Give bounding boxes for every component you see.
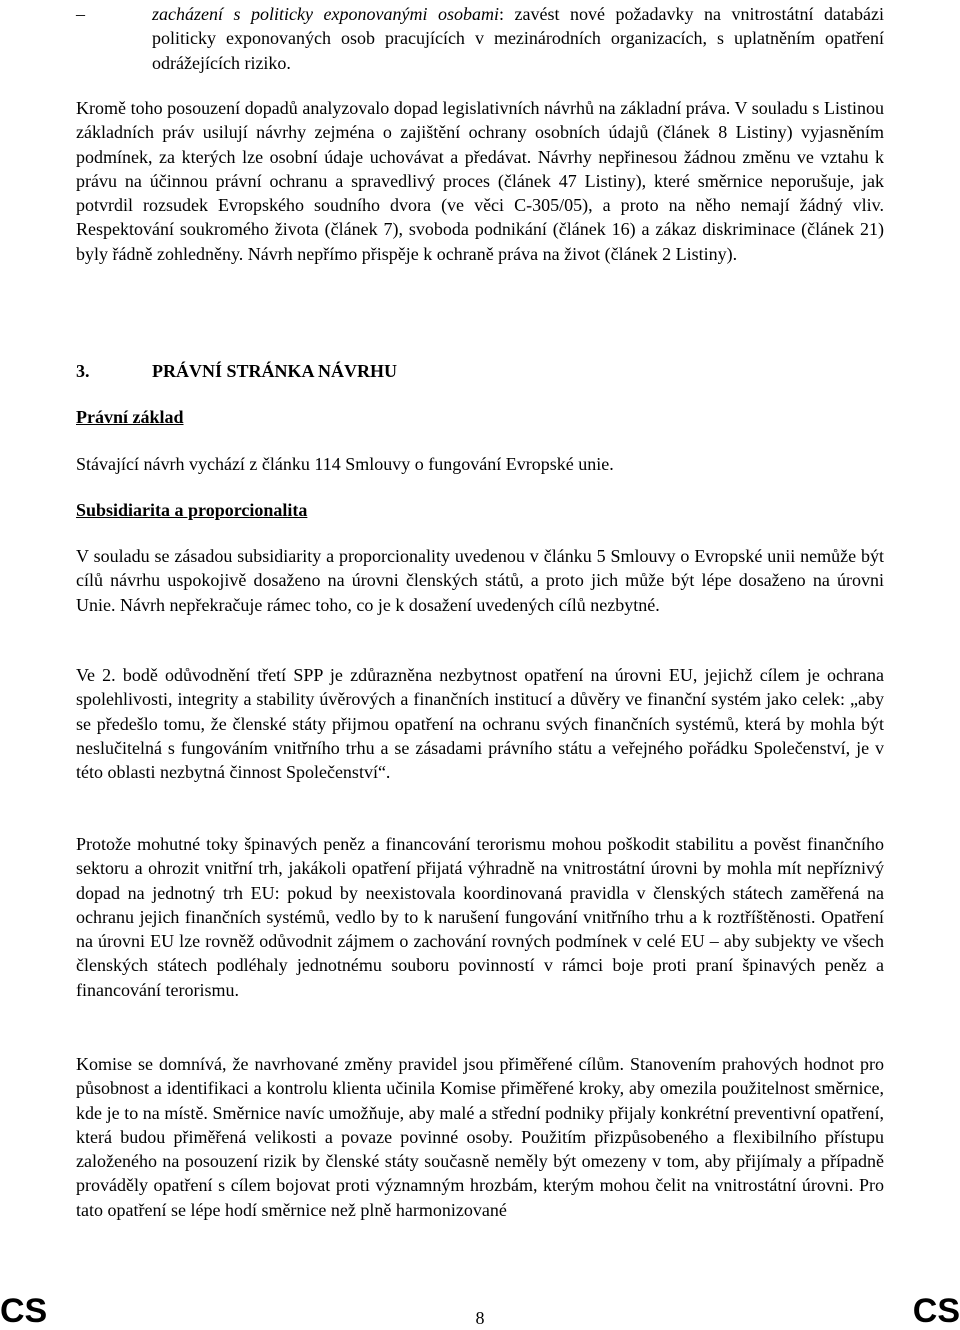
subsidiarity-heading: Subsidiarita a proporcionalita [76, 500, 308, 520]
legal-basis-heading: Právní základ [76, 407, 184, 427]
footer-language-right: CS [912, 1292, 960, 1330]
subsidiarity-paragraph-4: Komise se domnívá, že navrhované změny pravidel jsou přiměřené cílům. Stanovením prahových hodnot pro působnost a identifikaci a kontrolu klienta učinila Komise přiměřené kroky, aby omezila použitelnost směrnice, kde je to na místě. Směrnice navíc umožňuje, aby malé a střední podniky přijaly konkrétní preventivní opatření, která budou přiměřená velikosti a povaze povinné osoby. Použitím přizpůsobeného a flexibilního přístupu založeného na posouzení rizik by členské státy současně neměly být omezeny v tom, aby přijímaly a případně prováděly opatření s cílem bojovat proti významným hrozbám, kterým mohou čelit na vnitrostátní úrovni. Pro tato opatření se lépe hodí směrnice než plně harmonizované [76, 1054, 884, 1220]
bullet-item [0, 2, 960, 76]
paragraph-impact-assessment: Kromě toho posouzení dopadů analyzovalo dopad legislativních návrhů na základní práva. V souladu s Listinou základních práv usilují návrhy zejména o zajištění ochrany osobních údajů (článek 8 Listiny) vyjasněním podmínek, za kterých lze osobní údaje uchovávat a předávat. Návrhy nepřinesou žádnou změnu ve vztahu k právu na účinnou právní ochranu a spravedlivý proces (článek 47 Listiny), které směrnice neporušuje, jak potvrdil rozsudek Evropského soudního dvora (ve věci C-305/05), a proto na něho nemají žádný vliv. Respektování soukromého života (článek 7), svoboda podnikání (článek 16) a zákaz diskriminace (článek 21) byly řádně zohledněny. Návrh nepřímo přispěje k ochraně práva na život (článek 2 Listiny). [76, 98, 884, 264]
bullet-rest: : zavést nové požadavky na vnitrostátní databázi politicky exponovaných osob pracujících v mezinárodních organizacích, s uplatněním opatření odrážejících riziko. [152, 4, 885, 73]
footer-language-left: CS [0, 1292, 48, 1330]
legal-basis-text: Stávající návrh vychází z článku 114 Smlouvy o fungování Evropské unie. [76, 454, 614, 474]
section-number: 3. [76, 361, 90, 381]
bullet-dash: – [76, 4, 85, 24]
section-title: PRÁVNÍ STRÁNKA NÁVRHU [152, 361, 398, 381]
bullet-italic-lead: zacházení s politicky exponovanými osobami [152, 4, 500, 24]
section-heading [76, 359, 397, 383]
footer-page-number: 8 [475, 1308, 485, 1328]
bullet-text [152, 2, 884, 75]
subsidiarity-paragraph-2: Ve 2. bodě odůvodnění třetí SPP je zdůrazněna nezbytnost opatření na úrovni EU, jejichž cílem je ochrana spolehlivosti, integrity a stability úvěrových a finančních institucí a důvěry ve finanční systém jako celek: „aby se předešlo tomu, že členské státy přijmou opatření na ochranu svých finančních systémů, která by mohla být neslučitelná s fungováním vnitřního trhu a se zásadami právního státu a veřejného pořádku Společenství, je v této oblasti nezbytná činnost Společenství“. [76, 665, 884, 783]
subsidiarity-paragraph-3: Protože mohutné toky špinavých peněz a financování terorismu mohou poškodit stabilitu a pověst finančního sektoru a ohrozit vnitřní trh, jakákoli opatření přijatá výhradně na vnitrostátní úrovni by mohla mít nepříznivý dopad na jednotný trh EU: pokud by neexistovala koordinovaná pravidla v členských státech zaměřená na ochranu jejich finančních systémů, vedlo by to k narušení fungování vnitřního trhu a k roztříštěnosti. Opatření na úrovni EU lze rovněž odůvodnit zájmem o zachování rovných podmínek v celé EU – aby subjekty ve všech členských státech podléhaly jednotnému souboru povinností v rámci boje proti praní špinavých peněz a financování terorismu. [76, 834, 884, 1000]
subsidiarity-paragraph-1: V souladu se zásadou subsidiarity a proporcionality uvedenou v článku 5 Smlouvy o Evropské unii nemůže být cílů návrhu uspokojivě dosaženo na úrovni členských států, a proto jich může být lépe dosaženo na úrovni Unie. Návrh nepřekračuje rámec toho, co je k dosažení uvedených cílů nezbytné. [76, 546, 884, 615]
